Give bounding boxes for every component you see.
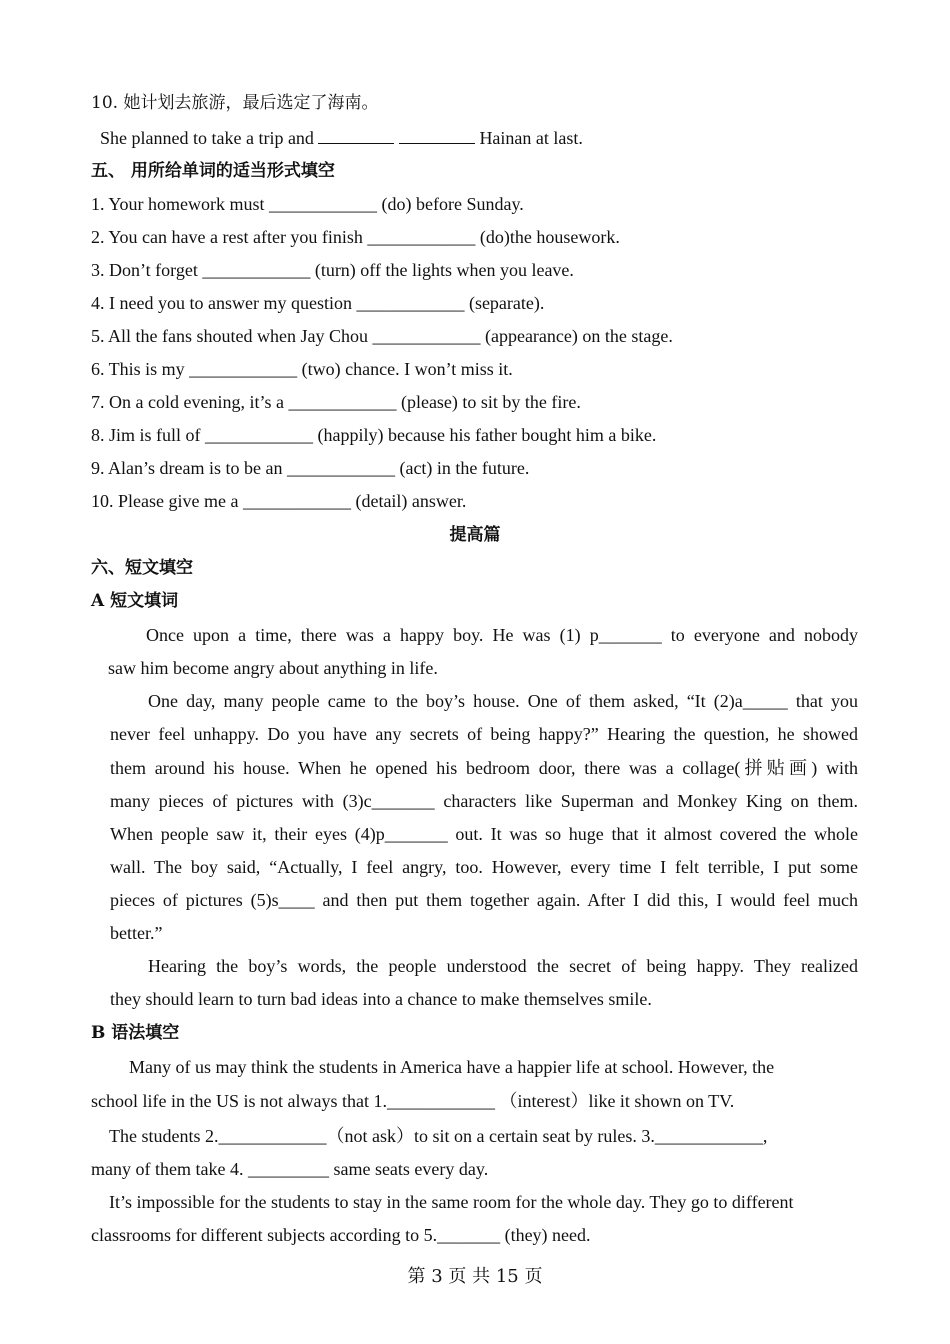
fill-item: 6. This is my ____________ (two) chance. I won’t miss it. (91, 359, 513, 379)
question-10-chinese: 10. 她计划去旅游，最后选定了海南。 (91, 93, 379, 113)
fill-item: 3. Don’t forget ____________ (turn) off the lights when you leave. (91, 260, 574, 280)
advanced-heading: 提高篇 (449, 525, 501, 545)
fill-item: 1. Your homework must ____________ (do) before Sunday. (91, 194, 524, 214)
part-a-title: A 短文填词 (91, 591, 179, 611)
section-5-title: 五、 用所给单词的适当形式填空 (91, 161, 335, 181)
passage-line: never feel unhappy. Do you have any secrets of being happy?” Hearing the question, he showed (110, 724, 858, 744)
page-number-footer: 第 3 页 共 15 页 (407, 1266, 543, 1287)
question-10-english (100, 127, 583, 149)
passage-line: Many of us may think the students in America have a happier life at school. However, the (129, 1057, 775, 1077)
fill-item: 2. You can have a rest after you finish ____________ (do)the housework. (91, 227, 620, 247)
fill-item: 8. Jim is full of ____________ (happily) because his father bought him a bike. (91, 425, 657, 445)
section-6-title: 六、短文填空 (91, 558, 193, 578)
passage-line: saw him become angry about anything in life. (108, 658, 438, 678)
fill-item: 5. All the fans shouted when Jay Chou ____________ (appearance) on the stage. (91, 326, 673, 346)
passage-line: wall. The boy said, “Actually, I feel angry, too. However, every time I felt terrible, I put some (110, 857, 858, 877)
passage-line: It’s impossible for the students to stay in the same room for the whole day. They go to different (109, 1192, 794, 1212)
answer-blank[interactable] (399, 129, 475, 144)
fill-item: 4. I need you to answer my question ____________ (separate). (91, 293, 545, 313)
passage-line: school life in the US is not always that 1.____________ （interest）like it shown on TV. (91, 1091, 735, 1111)
passage-line: The students 2.____________（not ask）to sit on a certain seat by rules. 3.____________, (109, 1126, 768, 1146)
part-b-title: B 语法填空 (91, 1023, 180, 1043)
passage-line: better.” (110, 923, 163, 943)
passage-line: them around his house. When he opened his bedroom door, there was a collage(拼贴画) with (110, 758, 858, 778)
passage-line: they should learn to turn bad ideas into a chance to make themselves smile. (110, 989, 652, 1009)
fill-item: 10. Please give me a ____________ (detail) answer. (91, 491, 467, 511)
q10-text-after: Hainan at last. (479, 128, 583, 148)
passage-line: many pieces of pictures with (3)c_______ characters like Superman and Monkey King on them. (110, 791, 858, 811)
passage-line: pieces of pictures (5)s____ and then put them together again. After I did this, I would feel much (110, 890, 858, 910)
fill-item: 9. Alan’s dream is to be an ____________ (act) in the future. (91, 458, 530, 478)
passage-line: many of them take 4. _________ same seats every day. (91, 1159, 489, 1179)
passage-line: Hearing the boy’s words, the people understood the secret of being happy. They realized (148, 956, 858, 976)
passage-line: Once upon a time, there was a happy boy. He was (1) p_______ to everyone and nobody (146, 625, 858, 645)
passage-line: One day, many people came to the boy’s house. One of them asked, “It (2)a_____ that you (148, 691, 858, 711)
fill-item: 7. On a cold evening, it’s a ____________ (please) to sit by the fire. (91, 392, 581, 412)
passage-line: classrooms for different subjects according to 5._______ (they) need. (91, 1225, 591, 1245)
q10-text-before: She planned to take a trip and (100, 128, 314, 148)
answer-blank[interactable] (318, 129, 394, 144)
passage-line: When people saw it, their eyes (4)p_______ out. It was so huge that it almost covered the whole (110, 824, 858, 844)
